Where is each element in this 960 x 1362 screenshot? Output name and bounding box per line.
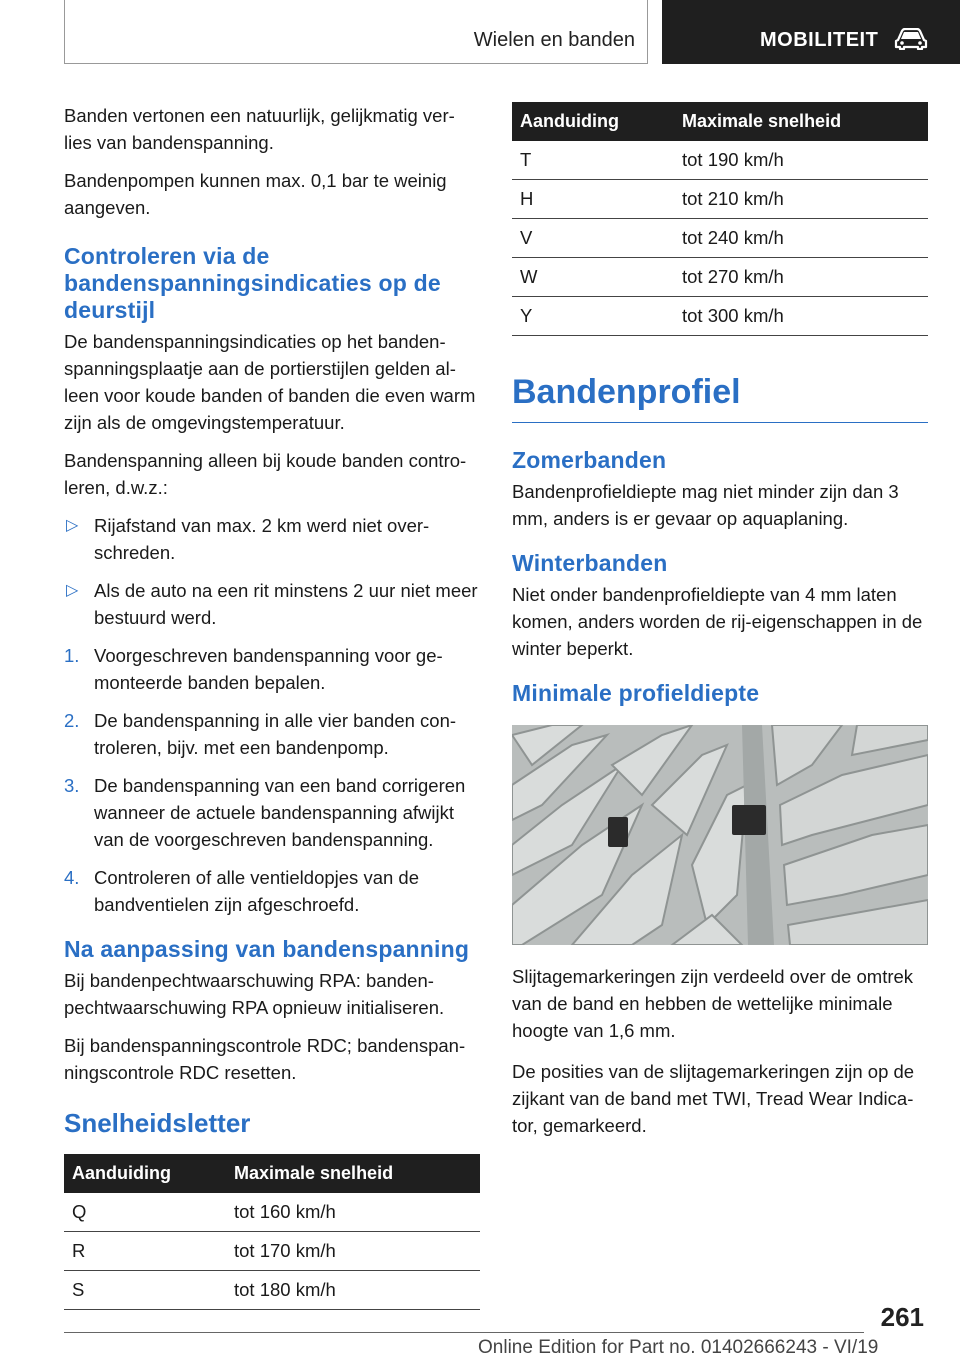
table-row [512,141,928,180]
table-header-row [64,1154,480,1193]
table-cell-speed: tot 180 km/h [234,1271,480,1310]
table-cell-code: R [64,1232,234,1271]
step-item [64,707,480,761]
paragraph-posities: De posities van de slijtagemarkeringen zijn op de zijkant van de band met TWI, Tread Wear Indica-tor, gemarkeerd. [512,1061,915,1136]
wear-indicator-left [608,817,628,847]
footer-edition: Online Edition for Part no. 01402666243 - VI/19 [478,1337,879,1358]
list-item-text: Rijafstand van max. 2 km werd niet over-schreden. [94,515,430,563]
table-header-row [512,102,928,141]
table-row [64,1193,480,1232]
table-cell-speed: tot 270 km/h [682,258,928,297]
list-item [64,577,480,631]
triangle-bullet-icon: ▷ [66,517,79,534]
list-item-text: Als de auto na een rit minstens 2 uur niet meer bestuurd werd. [94,580,478,628]
paragraph-rpa: Bij bandenpechtwaarschuwing RPA: banden-pechtwaarschuwing RPA opnieuw initialiseren. [64,970,445,1018]
column-header-snelheid: Maximale snelheid [682,102,928,141]
table-cell-speed: tot 240 km/h [682,219,928,258]
paragraph-winterbanden: Niet onder bandenprofieldiepte van 4 mm laten komen, anders worden de rij-eigenschappen in de winter beperkt. [512,584,923,659]
step-text: Controleren of alle ventieldopjes van de bandventielen zijn afgeschroefd. [94,867,419,915]
header-section-title: Wielen en banden [473,29,635,51]
heading-bandenprofiel: Bandenprofiel [512,370,928,423]
table-row [512,180,928,219]
table-cell-code: V [512,219,682,258]
step-text: Voorgeschreven bandenspanning voor ge-monteerde banden bepalen. [94,645,443,693]
table-cell-code: W [512,258,682,297]
table-cell-speed: tot 170 km/h [234,1232,480,1271]
table-cell-code: Y [512,297,682,336]
table-cell-speed: tot 190 km/h [682,141,928,180]
paragraph-rdc: Bij bandenspanningscontrole RDC; bandenspan-ningscontrole RDC resetten. [64,1035,466,1083]
paragraph-indications: De bandenspanningsindicaties op het banden-spanningsplaatje aan de portierstijlen gelden al-leen voor koude banden of banden die even warm zijn als de omgevingstemperatuur. [64,331,476,433]
speed-table-right [512,102,928,336]
column-header-aanduiding: Aanduiding [64,1154,234,1193]
column-header-aanduiding: Aanduiding [512,102,682,141]
wear-indicator-right [732,805,766,835]
header-section-tab [64,0,648,64]
tyre-tread-illustration [512,725,928,945]
triangle-bullet-icon: ▷ [66,582,79,599]
paragraph-zomerbanden: Bandenprofieldiepte mag niet minder zijn dan 3 mm, anders is er gevaar op aquaplaning. [512,481,899,529]
step-number: 2. [64,710,80,731]
table-cell-speed: tot 160 km/h [234,1193,480,1232]
heading-minimale-profieldiepte: Minimale profieldiepte [512,680,760,706]
step-number: 3. [64,775,80,796]
right-column [512,102,928,1150]
paragraph-cold-tyres: Bandenspanning alleen bij koude banden contro-leren, d.w.z.: [64,450,467,498]
heading-snelheidsletter: Snelheidsletter [64,1108,251,1138]
list-item [64,512,480,566]
left-column [64,102,480,1310]
footer-divider [64,1332,864,1333]
page-number: 261 [880,1302,924,1332]
table-cell-speed: tot 300 km/h [682,297,928,336]
paragraph-slijtage: Slijtagemarkeringen zijn verdeeld over de omtrek van de band en hebben de wettelijke minimale hoogte van 1,6 mm. [512,966,914,1041]
table-cell-code: H [512,180,682,219]
table-cell-code: T [512,141,682,180]
car-icon [894,28,928,50]
table-row [512,258,928,297]
step-text: De bandenspanning in alle vier banden con-troleren, bijv. met een bandenpomp. [94,710,457,758]
heading-winterbanden: Winterbanden [512,550,668,576]
table-cell-code: S [64,1271,234,1310]
table-row [64,1271,480,1310]
speed-table-left [64,1154,480,1310]
table-cell-code: Q [64,1193,234,1232]
column-header-snelheid: Maximale snelheid [234,1154,480,1193]
step-item [64,864,480,918]
header-chapter-tab [662,0,960,64]
table-cell-speed: tot 210 km/h [682,180,928,219]
step-number: 4. [64,867,80,888]
heading-zomerbanden: Zomerbanden [512,447,667,473]
heading-controleren: Controleren via de bandenspanningsindicaties op de deurstijl [64,243,441,323]
step-item [64,642,480,696]
step-text: De bandenspanning van een band corrigeren wanneer de actuele bandenspanning afwijkt van de voorgeschreven bandenspanning. [94,775,466,850]
table-row [64,1232,480,1271]
table-row [512,297,928,336]
heading-aanpassing: Na aanpassing van bandenspanning [64,936,470,962]
step-number: 1. [64,645,80,666]
header-chapter-title: MOBILITEIT [760,29,879,51]
paragraph-pressure-loss: Banden vertonen een natuurlijk, gelijkmatig ver-lies van bandenspanning. [64,105,455,153]
step-item [64,772,480,853]
table-row [512,219,928,258]
paragraph-pumps: Bandenpompen kunnen max. 0,1 bar te weinig aangeven. [64,170,447,218]
